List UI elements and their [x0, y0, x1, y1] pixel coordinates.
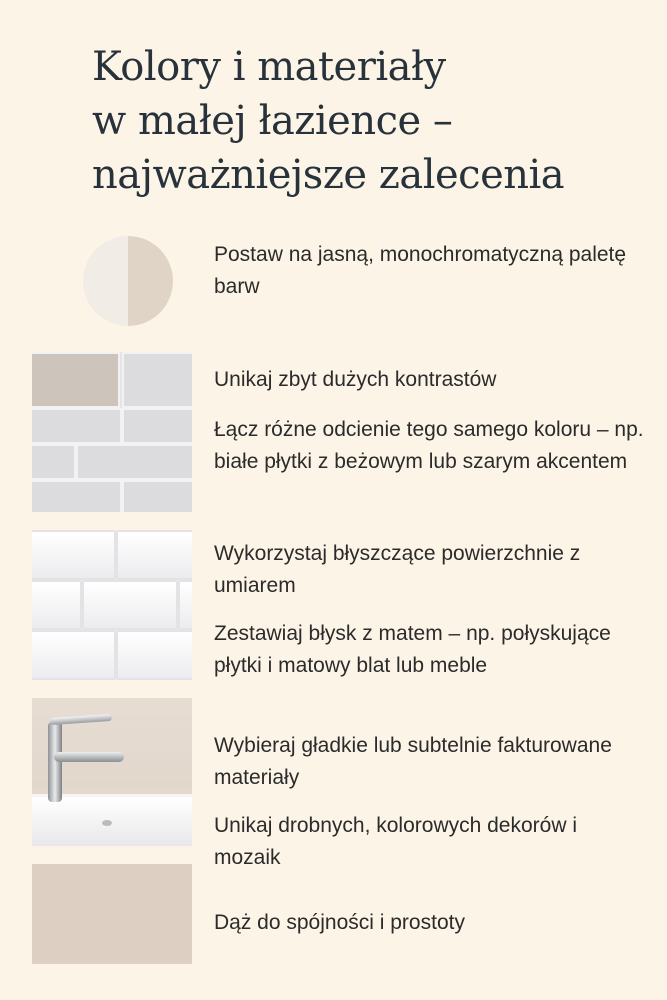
tip-item: Dąż do spójności i prostoty	[214, 911, 465, 934]
tip-item: Wykorzystaj błyszczące powierzchnie z umiarem	[214, 542, 581, 597]
faucet-icon	[48, 722, 62, 802]
page-title	[92, 40, 632, 202]
faucet-sink-photo	[32, 698, 192, 846]
two-tone-color-swatch	[83, 236, 173, 326]
tip-item: Unikaj zbyt dużych kontrastów	[214, 368, 497, 391]
grey-subway-tiles-image	[32, 352, 192, 512]
tip-item: Wybieraj gładkie lub subtelnie fakturowane materiały	[214, 734, 612, 789]
tip-item: Postaw na jasną, monochromatyczną paletę barw	[214, 243, 627, 298]
title-line-2: w małej łazience –	[92, 98, 453, 144]
beige-matte-swatch	[32, 864, 192, 964]
tip-item: Zestawiaj błysk z matem – np. połyskujące płytki i matowy blat lub meble	[214, 622, 611, 677]
tip-item: Łącz różne odcienie tego samego koloru – np. białe płytki z beżowym lub szarym akcentem	[214, 418, 644, 473]
white-glossy-subway-tiles-image	[32, 530, 192, 680]
tip-item: Unikaj drobnych, kolorowych dekorów i mozaik	[214, 814, 577, 869]
title-line-1: Kolory i materiały	[92, 44, 446, 90]
title-line-3: najważniejsze zalecenia	[92, 152, 565, 198]
